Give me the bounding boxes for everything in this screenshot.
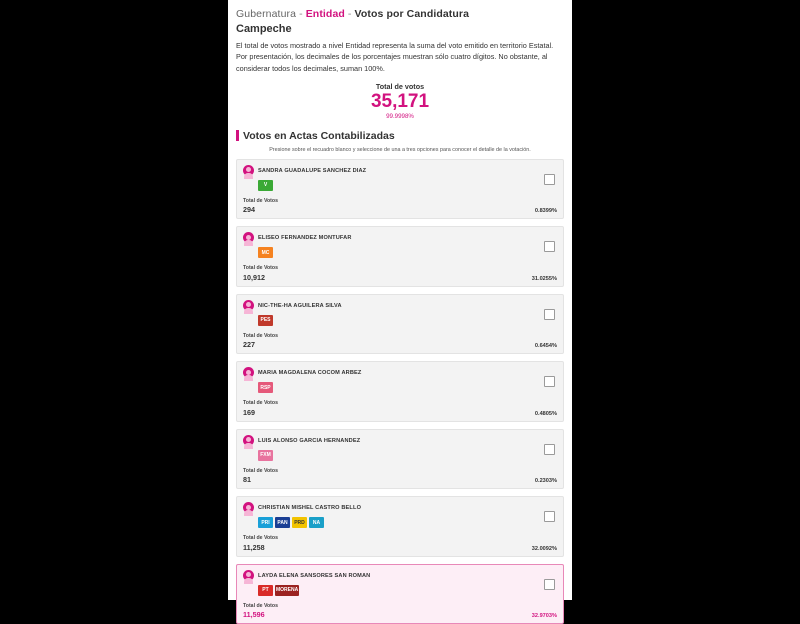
votes-block xyxy=(243,468,278,485)
total-votes-label: Total de Votos xyxy=(243,602,278,609)
avatar-icon xyxy=(243,300,254,311)
candidate-checkbox[interactable] xyxy=(544,579,555,590)
party-logos xyxy=(258,584,557,597)
page-content xyxy=(228,0,572,624)
party-logo-icon: FXM xyxy=(258,450,273,461)
breadcrumb-sep-2: - xyxy=(344,8,355,20)
votes-block xyxy=(243,265,278,282)
avatar-icon xyxy=(243,435,254,446)
breadcrumb-item-votos-por-candidatura[interactable]: Votos por Candidatura xyxy=(354,8,470,20)
total-votes-value: 81 xyxy=(243,475,251,485)
candidate-name: MARIA MAGDALENA COCOM ARBEZ xyxy=(258,370,362,377)
candidate-card[interactable] xyxy=(236,361,564,422)
candidate-totals xyxy=(243,535,557,552)
avatar-icon xyxy=(243,232,254,243)
section-header xyxy=(236,130,564,142)
candidate-card[interactable] xyxy=(236,429,564,490)
total-votes-label: Total de votos xyxy=(375,81,425,91)
votes-block xyxy=(243,198,278,215)
candidate-name: CHRISTIAN MISHEL CASTRO BELLO xyxy=(258,505,362,512)
results-page xyxy=(228,0,572,620)
party-logos xyxy=(258,246,557,259)
candidate-totals xyxy=(243,468,557,485)
vote-percent: 0.2303% xyxy=(534,478,557,485)
section-accent-bar xyxy=(236,130,239,141)
candidate-name: NIC-THE-HA AGUILERA SILVA xyxy=(258,302,342,309)
party-logo-icon: PES xyxy=(258,315,273,326)
total-votes-value: 35,171 xyxy=(370,90,430,112)
candidate-header xyxy=(243,502,557,513)
breadcrumb-item-entidad[interactable]: Entidad xyxy=(305,8,345,20)
breadcrumb-sep-1: - xyxy=(296,8,306,20)
candidate-card[interactable] xyxy=(236,159,564,220)
candidate-name: LAYDA ELENA SANSORES SAN ROMAN xyxy=(258,572,371,579)
votes-block xyxy=(243,333,278,350)
avatar-icon xyxy=(243,570,254,581)
party-logos xyxy=(258,381,557,394)
total-votes-summary xyxy=(236,82,564,120)
page-title: Campeche xyxy=(236,23,292,35)
vote-percent: 0.6454% xyxy=(534,343,557,350)
vote-percent: 32.9703% xyxy=(531,613,557,620)
breadcrumb-item-gubernatura[interactable]: Gubernatura xyxy=(236,8,297,20)
candidate-header xyxy=(243,300,557,311)
party-logo-icon: V xyxy=(258,180,273,191)
total-votes-label: Total de Votos xyxy=(243,332,278,339)
candidate-totals xyxy=(243,265,557,282)
votes-block xyxy=(243,535,278,552)
candidate-checkbox[interactable] xyxy=(544,174,555,185)
party-logo-icon: MORENA xyxy=(275,585,299,596)
vote-percent: 32.0092% xyxy=(531,545,557,552)
candidate-checkbox[interactable] xyxy=(544,376,555,387)
total-votes-value: 11,596 xyxy=(243,610,265,620)
avatar-icon xyxy=(243,367,254,378)
party-logos xyxy=(258,516,557,529)
selection-hint: Presione sobre el recuadro blanco y seleccione de una a tres opciones para conocer el detalle de la votación. xyxy=(269,146,531,153)
party-logos xyxy=(258,314,557,327)
candidate-totals xyxy=(243,333,557,350)
total-votes-value: 11,258 xyxy=(243,542,265,552)
candidate-checkbox[interactable] xyxy=(544,309,555,320)
candidate-checkbox[interactable] xyxy=(544,444,555,455)
candidate-totals xyxy=(243,603,557,620)
avatar-icon xyxy=(243,165,254,176)
candidate-header xyxy=(243,165,557,176)
candidate-totals xyxy=(243,198,557,215)
vote-percent: 0.4805% xyxy=(534,410,557,417)
candidate-checkbox[interactable] xyxy=(544,241,555,252)
total-votes-label: Total de Votos xyxy=(243,197,278,204)
candidate-name: ELISEO FERNANDEZ MONTUFAR xyxy=(258,235,352,242)
candidate-header xyxy=(243,367,557,378)
section-title: Votos en Actas Contabilizadas xyxy=(243,129,395,142)
party-logo-icon: PRD xyxy=(292,517,307,528)
votes-block xyxy=(243,603,278,620)
candidate-card[interactable] xyxy=(236,496,564,557)
total-votes-label: Total de Votos xyxy=(243,265,278,272)
total-votes-value: 227 xyxy=(243,340,255,350)
party-logo-icon: NA xyxy=(309,517,324,528)
party-logo-icon: RSP xyxy=(258,382,273,393)
party-logos xyxy=(258,449,557,462)
candidate-header xyxy=(243,232,557,243)
candidate-card[interactable] xyxy=(236,564,564,624)
candidate-header xyxy=(243,570,557,581)
total-votes-value: 10,912 xyxy=(243,272,265,282)
party-logo-icon: PT xyxy=(258,585,273,596)
party-logo-icon: PAN xyxy=(275,517,290,528)
party-logo-icon: MC xyxy=(258,247,273,258)
party-logo-icon: PRI xyxy=(258,517,273,528)
party-logos xyxy=(258,179,557,192)
total-votes-value: 294 xyxy=(243,205,255,215)
total-votes-label: Total de Votos xyxy=(243,467,278,474)
candidate-card[interactable] xyxy=(236,226,564,287)
total-votes-percent: 99.9998% xyxy=(386,112,414,120)
total-votes-label: Total de Votos xyxy=(243,535,278,542)
total-votes-label: Total de Votos xyxy=(243,400,278,407)
vote-percent: 31.0255% xyxy=(531,275,557,282)
votes-block xyxy=(243,400,278,417)
avatar-icon xyxy=(243,502,254,513)
candidate-header xyxy=(243,435,557,446)
candidate-name: LUIS ALONSO GARCIA HERNANDEZ xyxy=(258,437,361,444)
candidate-checkbox[interactable] xyxy=(544,511,555,522)
candidate-list xyxy=(236,159,564,624)
candidate-totals xyxy=(243,400,557,417)
candidate-name: SANDRA GUADALUPE SANCHEZ DIAZ xyxy=(258,167,367,174)
breadcrumb[interactable] xyxy=(236,8,564,20)
candidate-card[interactable] xyxy=(236,294,564,355)
vote-percent: 0.8399% xyxy=(534,208,557,215)
intro-text: El total de votos mostrado a nivel Entidad representa la suma del voto emitido en territorio Estatal. Por presentación, los decimales de los porcentajes muestran sólo cuatro dígitos. No obstante, al considerar todos los decimales, suman 100%. xyxy=(236,41,554,73)
total-votes-value: 169 xyxy=(243,407,255,417)
